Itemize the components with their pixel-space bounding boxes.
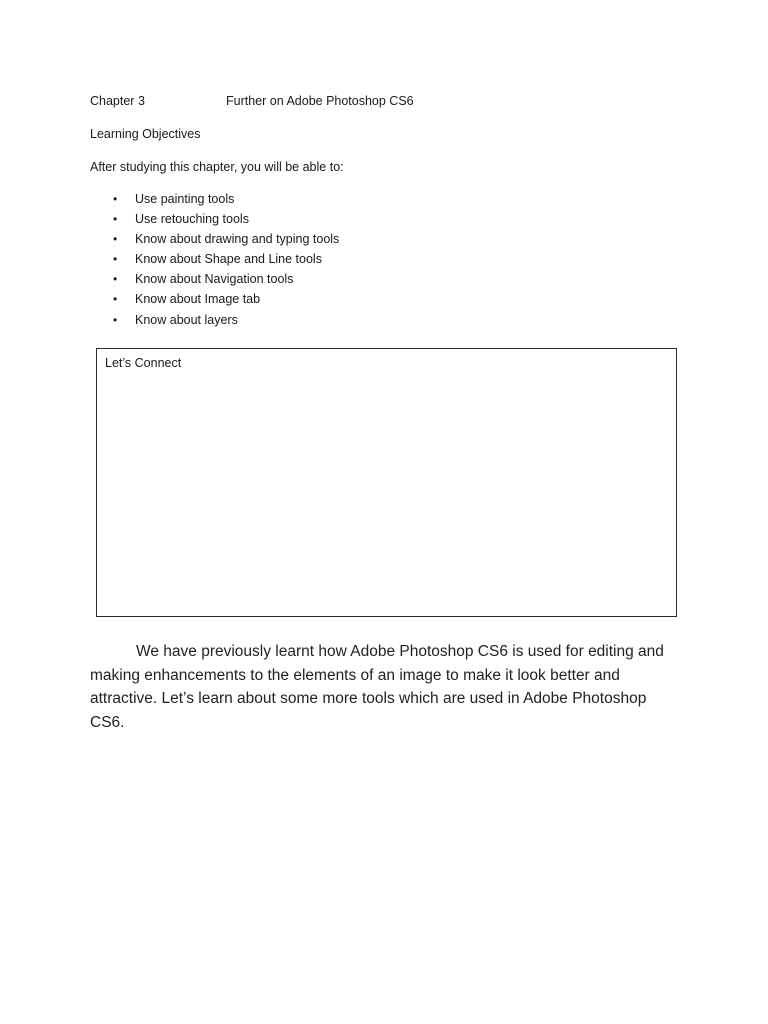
list-item (90, 231, 339, 251)
learning-objectives-label: Learning Objectives (90, 127, 201, 141)
bullet-icon: • (113, 252, 118, 267)
bullet-icon: • (113, 212, 118, 227)
list-item-text: Know about layers (135, 312, 238, 327)
list-item (90, 251, 339, 271)
chapter-heading (90, 93, 414, 110)
lets-connect-box (96, 348, 677, 617)
list-item (90, 312, 339, 332)
list-item (90, 211, 339, 231)
chapter-number: Chapter 3 (90, 94, 145, 108)
list-item-text: Know about Image tab (135, 292, 261, 307)
chapter-title: Further on Adobe Photoshop CS6 (226, 94, 414, 108)
list-item (90, 291, 339, 311)
body-paragraph-text: We have previously learnt how Adobe Photoshop CS6 is used for editing and making enhancements to the elements of an image to make it look better and attractive. Let’s learn about some more tools which are used in Adobe Photoshop CS6. (90, 643, 664, 731)
bullet-icon: • (113, 232, 118, 247)
list-item-text: Know about Shape and Line tools (135, 252, 322, 267)
bullet-icon: • (113, 272, 118, 287)
bullet-icon: • (113, 192, 118, 206)
bullet-icon: • (113, 312, 118, 327)
list-item-text: Use retouching tools (135, 212, 249, 227)
objectives-list (90, 191, 339, 332)
body-paragraph (90, 640, 680, 734)
list-item (90, 191, 339, 211)
list-item-text: Know about drawing and typing tools (135, 232, 340, 247)
list-item-text: Use painting tools (135, 192, 235, 206)
bullet-icon: • (113, 292, 118, 307)
objectives-intro: After studying this chapter, you will be able to: (90, 160, 344, 174)
lets-connect-title: Let’s Connect (105, 356, 182, 370)
list-item-text: Know about Navigation tools (135, 272, 294, 287)
list-item (90, 271, 339, 291)
